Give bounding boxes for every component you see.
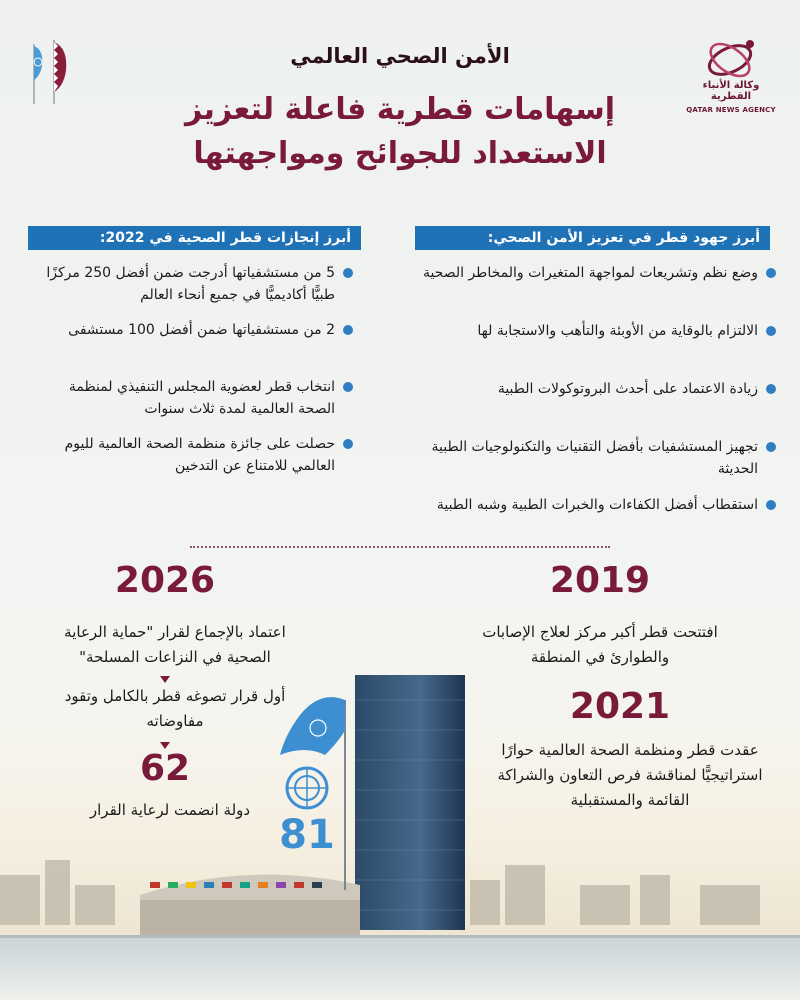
text-2019: افتتحت قطر أكبر مركز لعلاج الإصابات والطوارئ في المنطقة xyxy=(482,623,718,666)
qna-logo xyxy=(686,34,776,114)
text-2021: عقدت قطر ومنظمة الصحة العالمية حوارًا استراتيجيًّا لمناقشة فرص التعاون والشراكة القائمة والمستقبلية xyxy=(497,741,763,809)
bullet-icon xyxy=(343,382,353,392)
page-title xyxy=(150,88,650,176)
achievements-list xyxy=(32,262,357,490)
sponsor-count-label: دولة انضمت لرعاية القرار xyxy=(89,801,251,819)
title-line-1: إسهامات قطرية فاعلة لتعزيز xyxy=(184,92,616,127)
bullet-icon xyxy=(343,439,353,449)
page-kicker: الأمن الصحي العالمي xyxy=(290,44,510,68)
list-item: 5 من مستشفياتها أدرجت ضمن أفضل 250 مركزًا طبيًّا أكاديميًّا في جميع أنحاء العالم xyxy=(32,262,357,319)
list-item: انتخاب قطر لعضوية المجلس التنفيذي لمنظمة الصحة العالمية لمدة ثلاث سنوات xyxy=(32,376,357,433)
year-2021: 2021 xyxy=(569,686,671,727)
list-item: 2 من مستشفياتها ضمن أفضل 100 مستشفى xyxy=(32,319,357,376)
bullet-icon xyxy=(343,325,353,335)
efforts-heading: أبرز جهود قطر في تعزيز الأمن الصحي: xyxy=(415,226,770,250)
efforts-list xyxy=(405,262,780,552)
title-line-2: الاستعداد للجوائح ومواجهتها xyxy=(193,136,607,171)
emblem-number: 81 xyxy=(279,812,335,858)
qna-logo-icon xyxy=(686,34,776,86)
qna-logo-english: QATAR NEWS AGENCY xyxy=(686,106,776,114)
bullet-icon xyxy=(766,268,776,278)
qna-logo-arabic: وكالة الأنباء القطرية xyxy=(702,80,760,102)
list-item: استقطاب أفضل الكفاءات والخبرات الطبية وشبه الطبية xyxy=(405,494,780,552)
list-item: زيادة الاعتماد على أحدث البروتوكولات الطبية xyxy=(405,378,780,436)
bullet-icon xyxy=(766,326,776,336)
sponsor-count: 62 xyxy=(139,748,191,789)
list-item: الالتزام بالوقاية من الأوبئة والتأهب والاستجابة لها xyxy=(405,320,780,378)
list-item: تجهيز المستشفيات بأفضل التقنيات والتكنولوجيات الطبية الحديثة xyxy=(405,436,780,494)
year-2019: 2019 xyxy=(549,560,651,601)
year-2026: 2026 xyxy=(114,560,216,601)
bullet-icon xyxy=(343,268,353,278)
un-tower xyxy=(355,675,465,930)
list-item: وضع نظم وتشريعات لمواجهة المتغيرات والمخاطر الصحية xyxy=(405,262,780,320)
achievements-heading: أبرز إنجازات قطر الصحية في 2022: xyxy=(28,226,361,250)
text-2026: اعتماد بالإجماع لقرار "حماية الرعاية الصحية في النزاعات المسلحة" xyxy=(64,623,286,666)
bullet-icon xyxy=(766,442,776,452)
list-item: حصلت على جائزة منظمة الصحة العالمية لليوم العالمي للامتناع عن التدخين xyxy=(32,433,357,490)
bullet-icon xyxy=(766,384,776,394)
bullet-icon xyxy=(766,500,776,510)
text-2026-point2: أول قرار تصوغه قطر بالكامل وتقود مفاوضاته xyxy=(64,687,286,730)
section-divider xyxy=(190,546,610,548)
arrow-down-icon xyxy=(160,676,170,683)
flags-icon xyxy=(20,36,80,106)
